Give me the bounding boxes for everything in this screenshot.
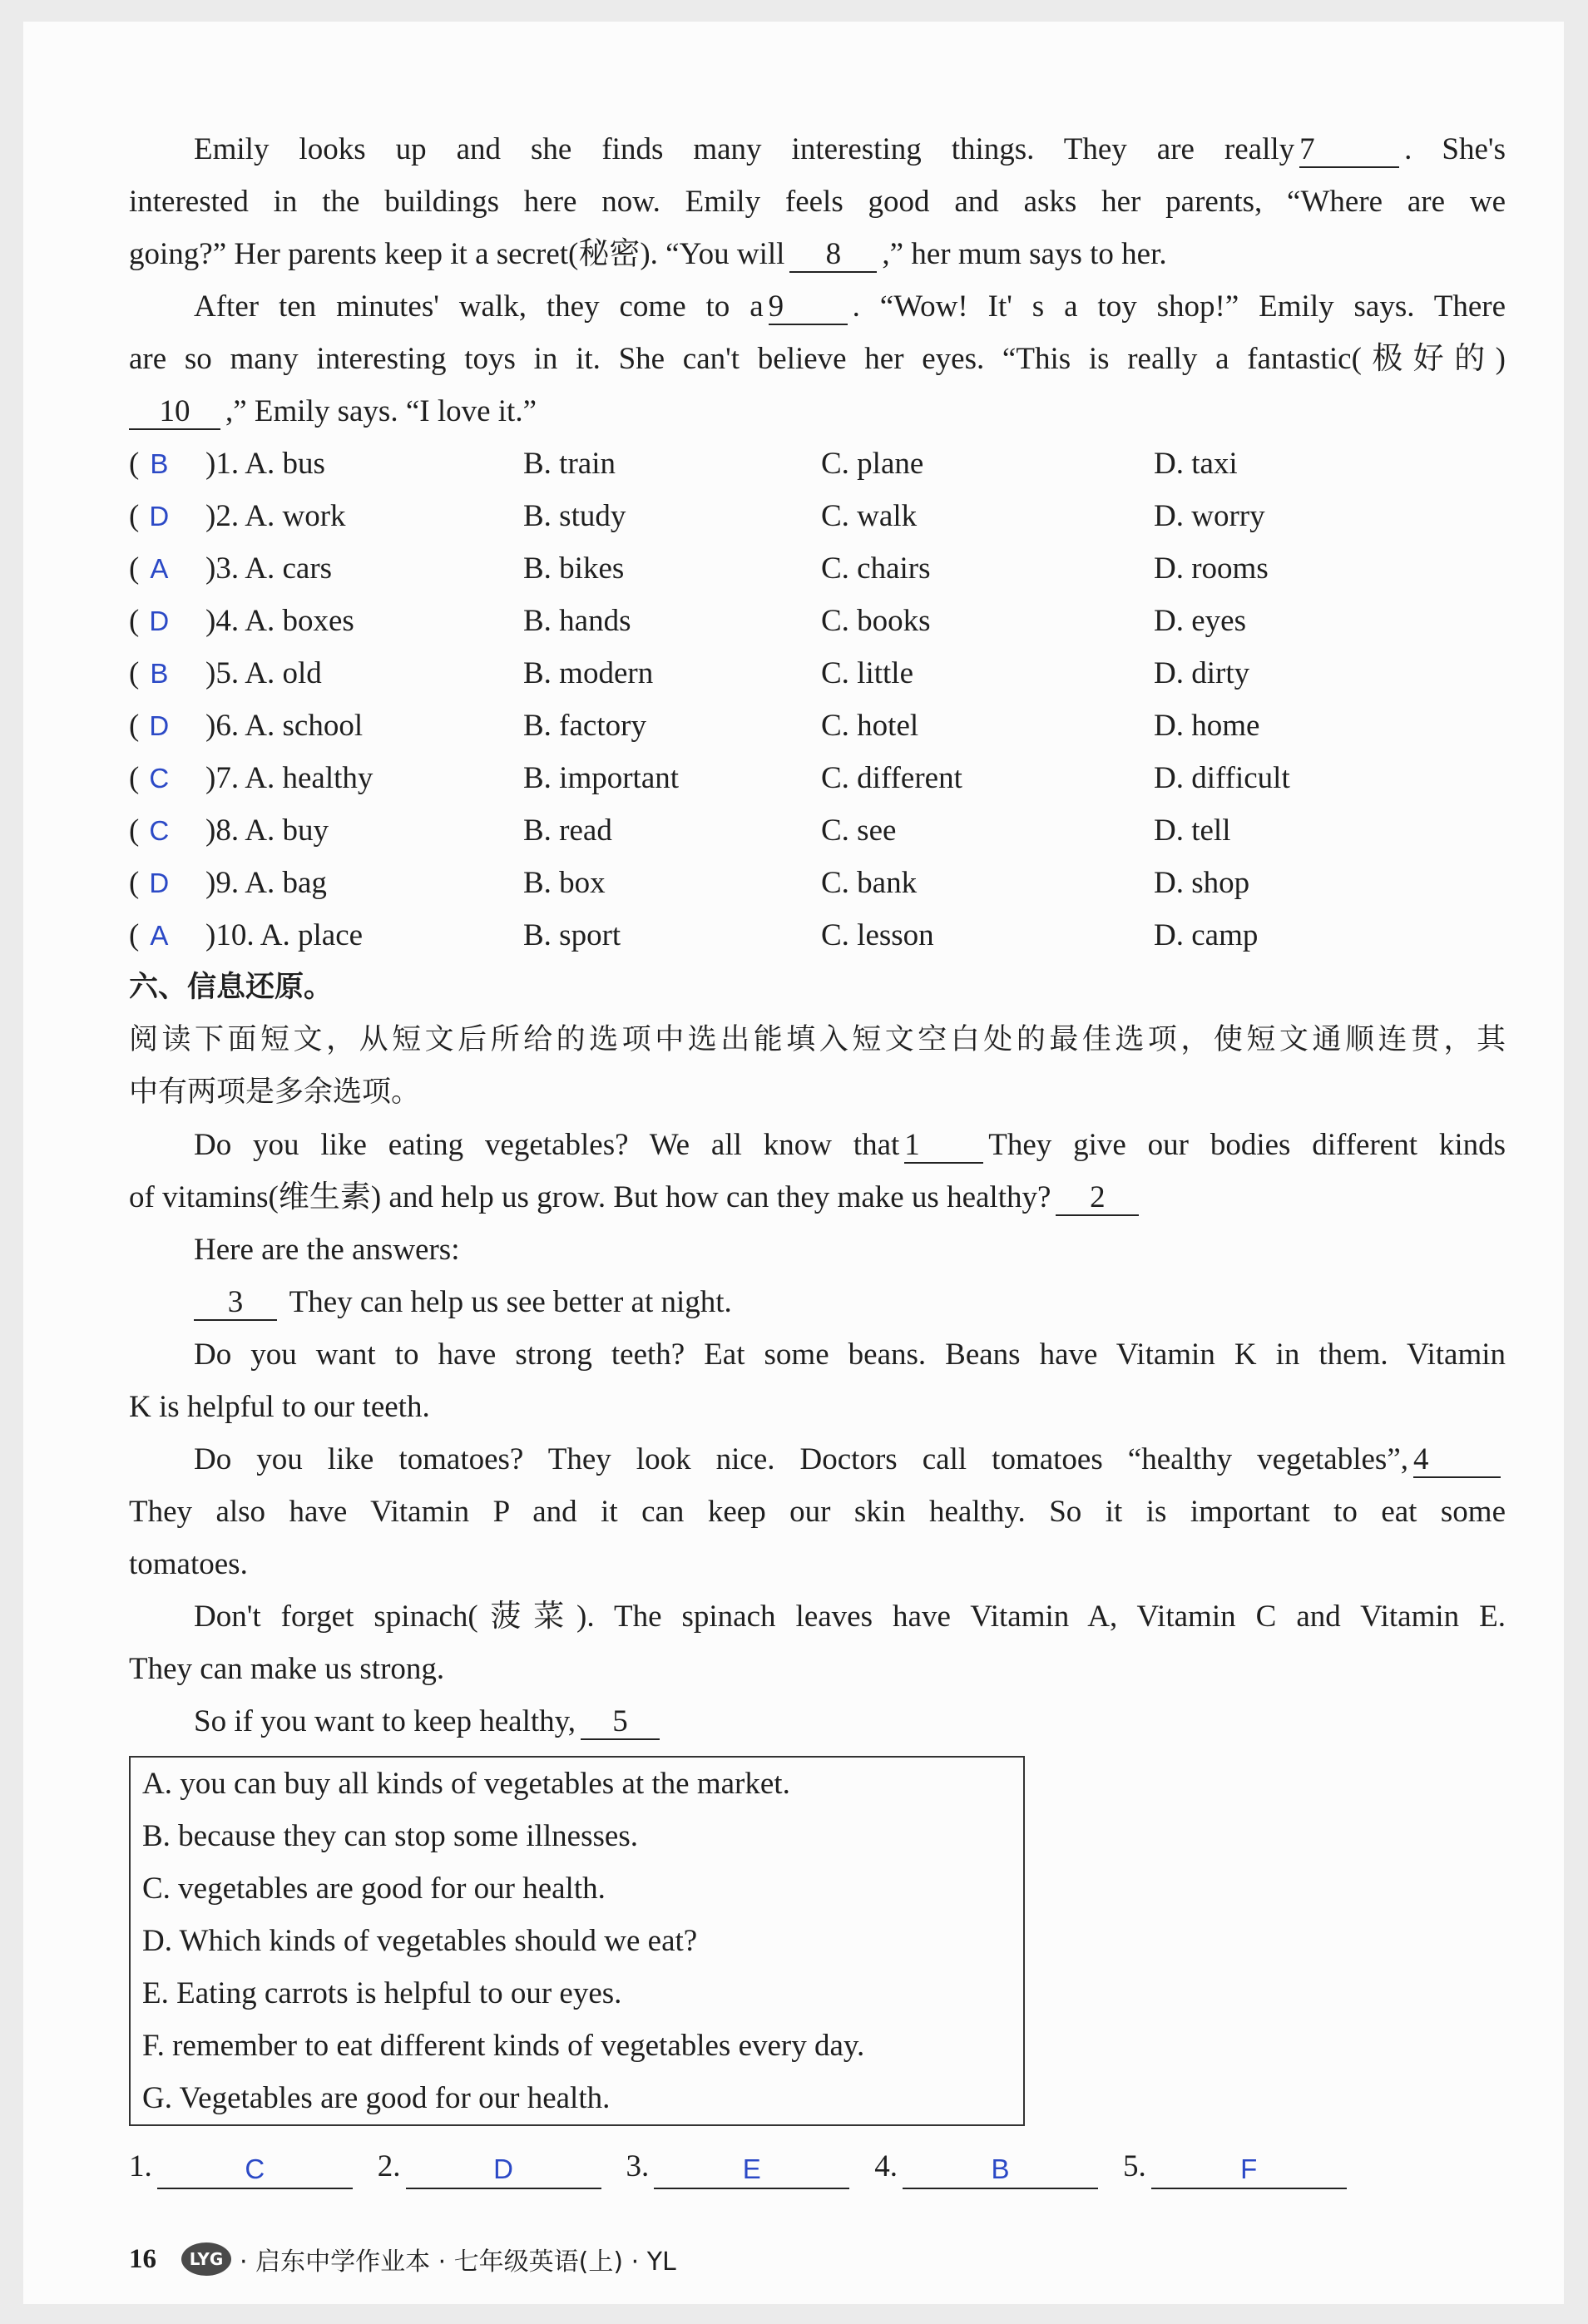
passage-line: are so many interesting toys in it. She can't believe her eyes. “This is really a fantastic(极好的) — [129, 342, 1506, 376]
answer-mark: C — [149, 815, 170, 846]
blank-5: 5 — [581, 1705, 660, 1740]
answer-mark: C — [149, 763, 170, 794]
passage-line: of vitamins(维生素) and help us grow. But how can they make us healthy? 2 — [129, 1171, 1506, 1224]
passage-line: going?” Her parents keep it a secret(秘密). “You will 8 ,” her mum says to her. — [129, 237, 1167, 271]
passage-line: After ten minutes' walk, they come to a 9 . “Wow! It' s a toy shop!” Emily says. There — [194, 289, 1506, 324]
page-footer — [129, 2241, 676, 2277]
question-row: ( D )6. A. school B. factory C. hotel D. home — [129, 700, 1506, 752]
question-row: ( A )10. A. place B. sport C. lesson D. camp — [129, 909, 1506, 962]
answer-mark: A — [150, 920, 169, 951]
section-title: 六、信息还原。 — [129, 971, 334, 1004]
answer-mark: B — [150, 658, 169, 689]
answer-slot: 5. F — [1123, 2140, 1347, 2193]
blank-4: 4 — [1413, 1443, 1501, 1478]
answer-mark: D — [149, 501, 170, 532]
passage-line: K is helpful to our teeth. — [129, 1390, 430, 1424]
passage-line: So if you want to keep healthy, 5 — [129, 1695, 1506, 1748]
passage-line: They can make us strong. — [129, 1652, 445, 1686]
answer-mark: A — [150, 553, 169, 584]
question-row: ( C )7. A. healthy B. important C. different D. difficult — [129, 752, 1506, 804]
answer-mark: D — [149, 606, 170, 636]
passage-line: 10 ,” Emily says. “I love it.” — [129, 385, 1506, 438]
option-item: C. vegetables are good for our health. — [142, 1872, 606, 1906]
option-item: B. because they can stop some illnesses. — [142, 1819, 638, 1853]
passage-line: tomatoes. — [129, 1547, 248, 1581]
blank-3: 3 — [194, 1286, 277, 1321]
answer-value: F — [1151, 2151, 1347, 2189]
answer-slot: 2. D — [378, 2140, 601, 2193]
passage-line: Do you want to have strong teeth? Eat some beans. Beans have Vitamin K in them. Vitamin — [194, 1338, 1506, 1372]
options-box — [129, 1756, 1025, 2126]
blank-9: 9 — [769, 290, 848, 325]
passage-line: Emily looks up and she finds many interesting things. They are really 7 . She's — [194, 132, 1506, 166]
passage-line: 3 They can help us see better at night. — [129, 1276, 1506, 1328]
option-item: D. Which kinds of vegetables should we eat? — [142, 1924, 698, 1958]
answer-line — [129, 2134, 1506, 2193]
question-row: ( D )2. A. work B. study C. walk D. worry — [129, 490, 1506, 542]
option-item: A. you can buy all kinds of vegetables at the market. — [142, 1767, 790, 1801]
question-row: ( C )8. A. buy B. read C. see D. tell — [129, 804, 1506, 857]
answer-mark: D — [149, 710, 170, 741]
option-item: E. Eating carrots is helpful to our eyes. — [142, 1976, 622, 2010]
option-item: F. remember to eat different kinds of vegetables every day. — [142, 2029, 865, 2063]
blank-8: 8 — [789, 238, 877, 273]
blank-7: 7 — [1299, 133, 1399, 168]
passage-line: Don't forget spinach(菠菜). The spinach leaves have Vitamin A, Vitamin C and Vitamin E. — [194, 1600, 1506, 1634]
question-list — [129, 438, 1506, 962]
question-row: ( A )3. A. cars B. bikes C. chairs D. rooms — [129, 542, 1506, 595]
answer-value: B — [903, 2151, 1098, 2189]
blank-2: 2 — [1056, 1181, 1139, 1216]
answer-slot: 3. E — [626, 2140, 850, 2193]
passage-line: Do you like eating vegetables? We all know that 1 They give our bodies different kinds — [194, 1128, 1506, 1162]
passage-line: interested in the buildings here now. Emily feels good and asks her parents, “Where are we — [129, 185, 1506, 219]
passage-line: They also have Vitamin P and it can keep our skin healthy. So it is important to eat some — [129, 1495, 1506, 1529]
answer-value: E — [654, 2151, 849, 2189]
blank-1: 1 — [904, 1129, 983, 1164]
question-row: ( D )4. A. boxes B. hands C. books D. eyes — [129, 595, 1506, 647]
question-row: ( B )5. A. old B. modern C. little D. dirty — [129, 647, 1506, 700]
passage-line: Here are the answers: — [194, 1233, 460, 1267]
page-number: 16 — [129, 2243, 156, 2274]
question-row: ( D )9. A. bag B. box C. bank D. shop — [129, 857, 1506, 909]
page — [23, 22, 1564, 2304]
passage-line: Do you like tomatoes? They look nice. Doctors call tomatoes “healthy vegetables”, 4 — [129, 1433, 1506, 1486]
answer-mark: D — [149, 868, 170, 898]
option-item: G. Vegetables are good for our health. — [142, 2081, 611, 2115]
answer-slot: 1. C — [129, 2140, 353, 2193]
footer-title: · 启东中学作业本 · 七年级英语(上) · YL — [240, 2247, 676, 2277]
blank-10: 10 — [129, 395, 220, 430]
answer-value: D — [406, 2151, 601, 2189]
publisher-logo: LYG — [181, 2242, 231, 2276]
answer-slot: 4. B — [874, 2140, 1098, 2193]
worksheet-content — [129, 123, 1506, 2193]
instruction: 中有两项是多余选项。 — [129, 1075, 421, 1109]
answer-value: C — [157, 2151, 353, 2189]
question-row: ( B )1. A. bus B. train C. plane D. taxi — [129, 438, 1506, 490]
instruction: 阅读下面短文，从短文后所给的选项中选出能填入短文空白处的最佳选项，使短文通顺连贯，其 — [129, 1023, 1506, 1056]
answer-mark: B — [150, 448, 169, 479]
